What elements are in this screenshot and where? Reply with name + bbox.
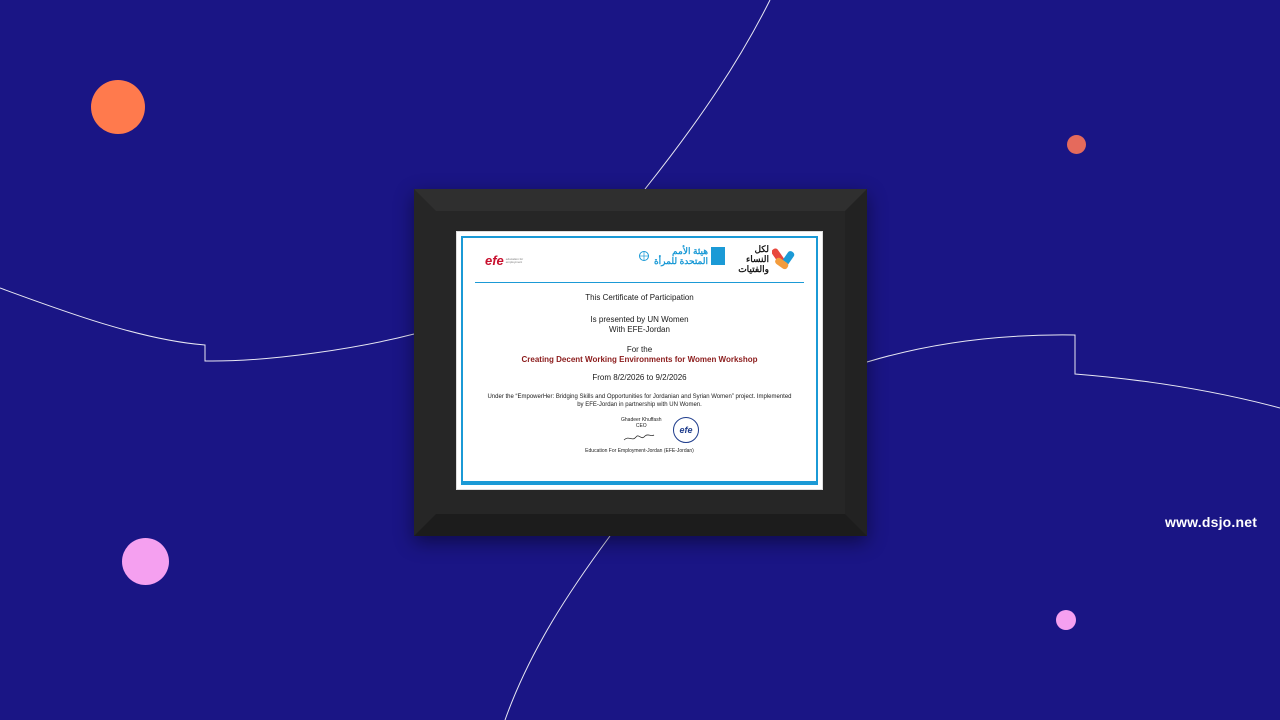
certificate — [461, 236, 818, 485]
picture-frame — [414, 189, 867, 536]
efe-logo — [485, 253, 532, 268]
decorative-dot-orange — [91, 80, 145, 134]
efe-seal: efe — [673, 417, 699, 443]
site-url[interactable]: www.dsjo.net — [1165, 514, 1258, 530]
project-note: Under the “EmpowerHer: Bridging Skills and Opportunities for Jordanian and Syrian Women” project. Implemented by EFE-Jordan in partnership with UN Women. — [487, 394, 792, 408]
un-emblem-icon — [639, 251, 649, 261]
course-title: Creating Decent Working Environments for Women Workshop — [521, 355, 758, 364]
efe-logo-tagline: education for employment — [505, 256, 524, 264]
signatory-name: Ghadeer Khuffash — [621, 417, 662, 423]
course-dates: From 8/2/2026 to 9/2/2026 — [592, 373, 687, 382]
efe-logo-mark: efe — [485, 253, 504, 268]
certificate-mat — [456, 231, 823, 490]
organization-name: Education For Employment-Jordan (EFE-Jordan) — [585, 448, 694, 454]
presented-with: With EFE-Jordan — [609, 325, 670, 334]
for-all-women-arabic: لكل النساء والفتيات — [738, 244, 769, 274]
un-women-arabic: هيئة الأمم المتحدة للمرأة — [653, 246, 708, 266]
decorative-dot-coral — [1067, 135, 1086, 154]
decorative-dot-pink-large — [122, 538, 169, 585]
decorative-dot-pink-small — [1056, 610, 1076, 630]
signatory-title: CEO — [635, 423, 647, 429]
for-all-women-mark-icon — [772, 246, 796, 272]
for-the: For the — [626, 345, 653, 354]
un-women-logo — [639, 246, 725, 266]
certificate-title: This Certificate of Participation — [585, 293, 694, 302]
signature-block — [463, 417, 816, 457]
certificate-logos — [475, 238, 804, 283]
presented-by: Is presented by UN Women — [590, 315, 689, 324]
signature-scribble — [623, 431, 655, 443]
un-women-icon — [711, 247, 725, 265]
for-all-women-logo — [735, 244, 796, 274]
